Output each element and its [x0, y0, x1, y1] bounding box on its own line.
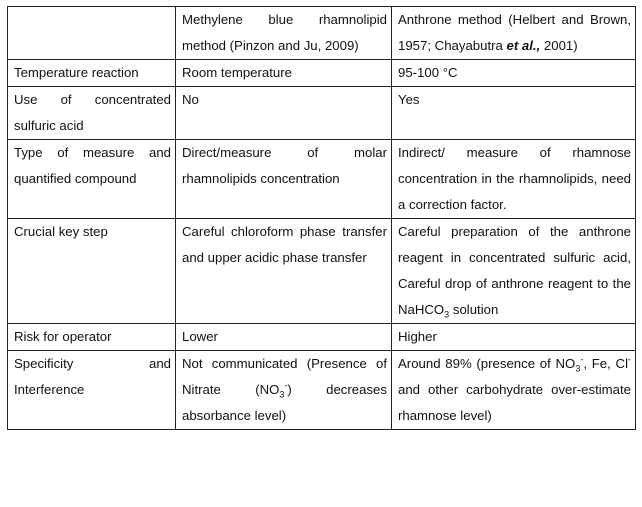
methylene-cell: No — [176, 87, 392, 140]
subscript: 3 — [444, 309, 450, 320]
table-row — [8, 87, 636, 140]
anthrone-text-end: solution — [449, 302, 499, 317]
row-label: Risk for operator — [8, 324, 176, 351]
comparison-table-container — [7, 6, 636, 430]
anthrone-text-mid: , Fe, Cl — [583, 356, 629, 371]
methylene-cell: Room temperature — [176, 60, 392, 87]
anthrone-cell — [392, 351, 636, 430]
table-row — [8, 351, 636, 430]
anthrone-cell: Indirect/ measure of rhamnose concentration in the rhamnolipids, need a correction factor. — [392, 140, 636, 219]
anthrone-text: Around 89% (presence of NO — [398, 356, 576, 371]
methylene-cell — [176, 351, 392, 430]
table-row — [8, 219, 636, 324]
table-row — [8, 324, 636, 351]
methylene-text: Not communicated (Presence of Nitrate (NO — [182, 356, 387, 397]
row-label: Specificity and Interference — [8, 351, 176, 430]
methylene-cell: Direct/measure of molar rhamnolipids concentration — [176, 140, 392, 219]
methylene-cell: Lower — [176, 324, 392, 351]
methylene-cell: Careful chloroform phase transfer and upper acidic phase transfer — [176, 219, 392, 324]
subscript: 3 — [575, 363, 581, 374]
anthrone-header-etal: et al., — [506, 38, 541, 53]
anthrone-cell: 95-100 °C — [392, 60, 636, 87]
methylene-text-end: ) decreases absorbance level) — [182, 382, 387, 423]
anthrone-cell: Yes — [392, 87, 636, 140]
row-label: Temperature reaction — [8, 60, 176, 87]
anthrone-cell: Higher — [392, 324, 636, 351]
superscript: - — [628, 354, 632, 365]
superscript: - — [580, 354, 584, 365]
anthrone-header-text: Anthrone method (Helbert and Brown, 1957; Chayabutra — [398, 12, 631, 53]
anthrone-text: Careful preparation of the anthrone reagent in concentrated sulfuric acid, Careful drop of anthrone reagent to the NaHCO — [398, 224, 631, 317]
comparison-table — [7, 6, 636, 430]
anthrone-text-end: and other carbohydrate over-estimate rhamnose level) — [398, 382, 631, 423]
row-label: Type of measure and quantified compound — [8, 140, 176, 219]
table-row — [8, 60, 636, 87]
row-label: Use of concentrated sulfuric acid — [8, 87, 176, 140]
anthrone-cell — [392, 219, 636, 324]
anthrone-header-year: 2001) — [540, 38, 578, 53]
row-label: Crucial key step — [8, 219, 176, 324]
header-methylene-blue-method: Methylene blue rhamnolipid method (Pinzon and Ju, 2009) — [176, 7, 392, 60]
table-header-row — [8, 7, 636, 60]
header-empty-cell — [8, 7, 176, 60]
header-anthrone-method — [392, 7, 636, 60]
table-row — [8, 140, 636, 219]
subscript: 3 — [279, 389, 285, 400]
superscript: - — [284, 380, 288, 391]
